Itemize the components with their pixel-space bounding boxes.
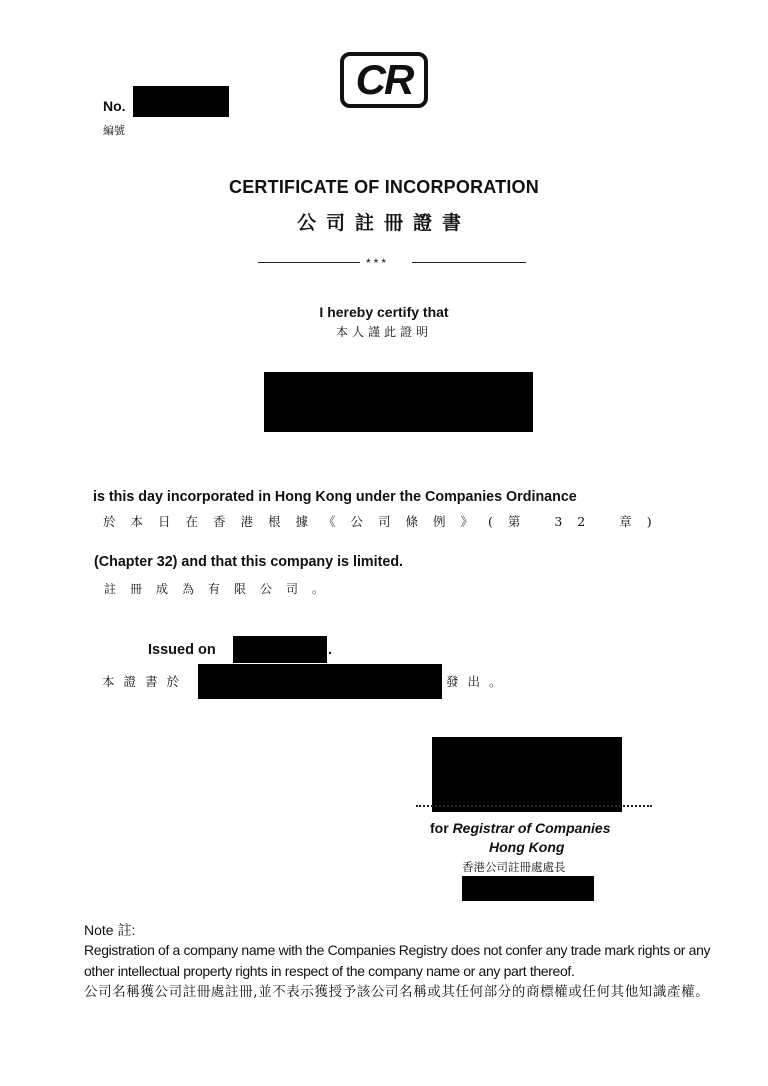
registrar-location: Hong Kong: [489, 839, 565, 855]
certificate-title-zh: 公司註冊證書: [296, 212, 471, 234]
certificate-number-label-zh: 編號: [103, 124, 125, 137]
incorporation-statement-line2-zh: 註冊成為有限公司。: [104, 582, 339, 596]
registrar-name-redaction: [462, 876, 594, 901]
note-label: Note 註:: [84, 922, 136, 938]
issued-on-suffix-zh: 發出。: [446, 674, 511, 689]
divider-left-line: [258, 262, 360, 263]
note-text-zh: 公司名稱獲公司註冊處註冊,並不表示獲授予該公司名稱或其任何部分的商標權或任何其他知識產權。: [84, 984, 710, 1000]
company-name-redaction: [264, 372, 533, 432]
registrar-title-zh: 香港公司註冊處處長: [462, 860, 566, 874]
registrar-title: Registrar of Companies: [452, 820, 611, 836]
registrar-line: [430, 820, 611, 836]
signature-line: [416, 805, 652, 807]
certify-statement: I hereby certify that: [319, 304, 449, 320]
note-text: Registration of a company name with the Companies Registry does not confer any trade mark rights or any other intellectual property rights in respect of the company name or any part thereof.: [84, 942, 711, 979]
incorporation-statement-line2: (Chapter 32) and that this company is limited.: [94, 554, 404, 570]
cr-logo: [340, 52, 428, 108]
divider-stars: ***: [366, 256, 390, 270]
issue-date-redaction: [233, 636, 327, 663]
issued-on-period: .: [328, 642, 333, 658]
certificate-title: CERTIFICATE OF INCORPORATION: [229, 177, 539, 197]
incorporation-statement-line1: is this day incorporated in Hong Kong under the Companies Ordinance: [93, 489, 577, 505]
divider-right-line: [412, 262, 526, 263]
certificate-number-redaction: [133, 86, 229, 117]
certify-statement-zh: 本人謹此證明: [335, 325, 432, 339]
certificate-number-label: No.: [103, 98, 126, 114]
logo-text: CR: [355, 56, 413, 103]
issued-on-label-zh: 本證書於: [102, 674, 189, 689]
signature-redaction: [432, 737, 622, 812]
issued-on-label: Issued on: [148, 642, 216, 658]
issue-date-zh-redaction: [198, 664, 442, 699]
incorporation-statement-line1-zh: 於本日在香港根據《公司條例》(第 32 章): [103, 514, 667, 529]
registrar-for: for: [430, 820, 453, 836]
